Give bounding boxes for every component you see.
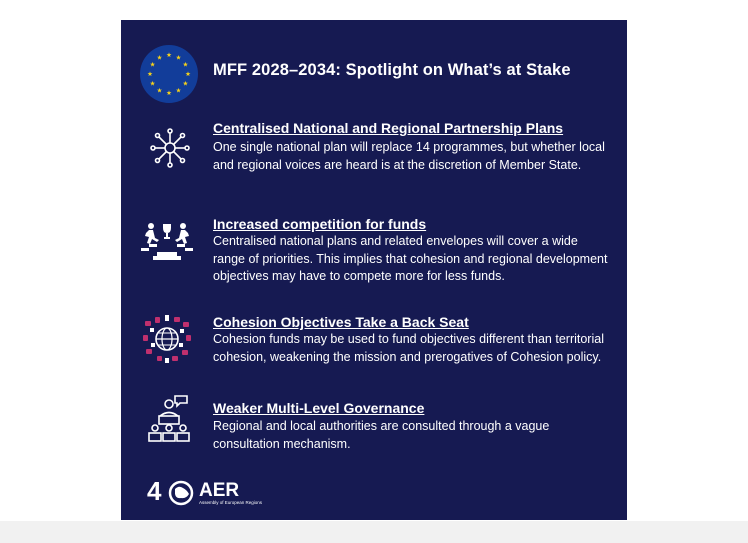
item-body: One single national plan will replace 14 programmes, but whether local and regional voices are heard is at the discretion of Member State. — [213, 140, 605, 172]
item-heading: Cohesion Objectives Take a Back Seat — [213, 314, 469, 330]
governance-assembly-icon — [145, 394, 193, 444]
logo-tagline: Assembly of European Regions — [199, 500, 263, 505]
item-body: Regional and local authorities are consulted through a vague consultation mechanism. — [213, 419, 550, 451]
item-body: Centralised national plans and related envelopes will cover a wide range of priorities. This implies that cohesion and regional development objectives may have to compete more for less funds. — [213, 234, 608, 284]
infographic-card — [121, 20, 627, 520]
item-body: Cohesion funds may be used to fund objectives different than territorial cohesion, weakening the mission and prerogatives of Cohesion policy. — [213, 332, 604, 364]
europe-map-icon — [167, 480, 197, 506]
bottom-bar — [0, 521, 748, 543]
network-hub-icon — [147, 125, 193, 171]
aer-logo — [147, 476, 263, 510]
item-heading: Weaker Multi-Level Governance — [213, 400, 425, 416]
competition-podium-icon — [139, 218, 195, 264]
logo-number: 4 — [147, 476, 162, 506]
globe-objectives-icon — [141, 313, 193, 365]
page-title: MFF 2028–2034: Spotlight on What’s at Stake — [213, 61, 571, 79]
item-heading: Centralised National and Regional Partnership Plans — [213, 120, 564, 136]
logo-name: AER — [199, 480, 240, 501]
eu-flag-icon — [139, 44, 199, 104]
item-heading: Increased competition for funds — [213, 216, 427, 232]
